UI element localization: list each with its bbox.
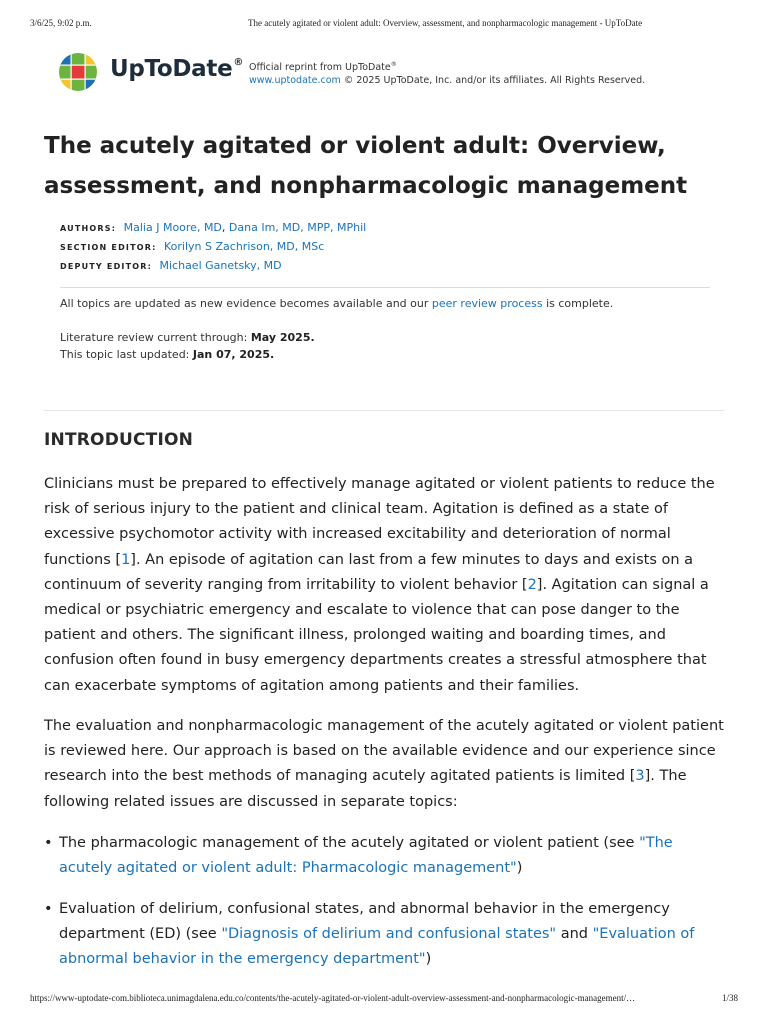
- author-link[interactable]: Dana Im, MD, MPP, MPhil: [228, 221, 367, 234]
- brand-name: UpToDate®: [110, 56, 244, 82]
- print-datetime: 3/6/25, 9:02 p.m.: [30, 18, 92, 28]
- intro-paragraph: Clinicians must be prepared to effectively manage agitated or violent patients to reduce the risk of serious injury to the patient and clinical team. Agitation is defined as a state of excessive psychomotor activity with increased excitability and deterioration of normal functions [1]. An episode of agitation can last from a few minutes to days and exists on a continuum of severity ranging from irritability to violent behavior [2]. Agitation can signal a medical or psychiatric emergency and escalate to violence that can pose danger to the patient and others. The significant illness, prolonged waiting and boarding times, and confusion often found in busy emergency departments creates a stressful atmosphere that can exacerbate symptoms of agitation among patients and their families.: [44, 476, 715, 694]
- uptodate-logo-icon[interactable]: [58, 52, 98, 92]
- lit-review-line: Literature review current through: May 2025.: [60, 331, 315, 344]
- page-title: The acutely agitated or violent adult: Overview, assessment, and nonpharmacologic management: [44, 133, 688, 199]
- page-number: 1/38: [721, 993, 738, 1003]
- authors-row: AUTHORS: Malia J Moore, MD, Dana Im, MD, MPP, MPhil: [60, 221, 367, 234]
- reference-link[interactable]: 3: [635, 768, 645, 785]
- section-heading: INTRODUCTION: [44, 430, 194, 450]
- last-updated-line: This topic last updated: Jan 07, 2025.: [60, 348, 275, 361]
- copyright-line: www.uptodate.com © 2025 UpToDate, Inc. and/or its affiliates. All Rights Reserved.: [249, 75, 646, 87]
- list-item: • Evaluation of delirium, confusional states, and abnormal behavior in the emergency department (ED) (see "Diagnosis of delirium and confusional states" and "Evaluation of abnormal behavior in the emergency department"): [44, 897, 724, 973]
- related-topics-list: [44, 897, 724, 973]
- deputy-editor-row: [60, 257, 366, 276]
- print-footer: [30, 993, 738, 1007]
- section-editor-row: [60, 238, 366, 257]
- print-url: https://www-uptodate-com.biblioteca.unimagdalena.edu.co/contents/the-acutely-agitated-or-violent-adult-overview-assessment-and-nonpharmacologic-management/…: [30, 993, 636, 1003]
- bullet-icon: •: [44, 901, 53, 917]
- site-link[interactable]: www.uptodate.com: [249, 75, 341, 87]
- print-doc-title: The acutely agitated or violent adult: Overview, assessment, and nonpharmacologic management - UpToDate: [248, 18, 643, 28]
- deputy-editor-link[interactable]: Michael Ganetsky, MD: [159, 259, 282, 272]
- author-info: [60, 219, 366, 276]
- list-item: • The pharmacologic management of the acutely agitated or violent patient (see "The acutely agitated or violent adult: Pharmacologic management"): [44, 831, 724, 881]
- print-header: [30, 18, 738, 32]
- author-link[interactable]: Malia J Moore, MD: [123, 221, 222, 234]
- review-dates: [60, 329, 315, 363]
- reprint-notice: [249, 58, 645, 87]
- divider: [44, 410, 724, 411]
- update-note: All topics are updated as new evidence becomes available and our peer review process is complete.: [60, 297, 614, 310]
- topic-link-abnormal-behavior[interactable]: "Evaluation of abnormal behavior in the emergency department": [59, 926, 695, 968]
- topic-link-pharmacologic-management[interactable]: "The acutely agitated or violent adult: Pharmacologic management": [59, 835, 673, 877]
- bullet-icon: •: [44, 835, 53, 851]
- divider: [60, 287, 710, 288]
- authors-label: AUTHORS:: [60, 224, 117, 233]
- related-topics-list: [44, 831, 724, 881]
- reprint-line: Official reprint from UpToDate®: [249, 61, 397, 74]
- peer-review-link[interactable]: peer review process: [431, 297, 543, 310]
- deputy-editor-label: DEPUTY EDITOR:: [60, 262, 152, 271]
- section-editor-label: SECTION EDITOR:: [60, 243, 157, 252]
- section-editor-link[interactable]: Korilyn S Zachrison, MD, MSc: [164, 240, 325, 253]
- scope-paragraph: The evaluation and nonpharmacologic management of the acutely agitated or violent patient is reviewed here. Our approach is based on the available evidence and our experience since research into the best methods of managing acutely agitated patients is limited [3]. The following related issues are discussed in separate topics:: [44, 718, 724, 810]
- brand-header: [58, 52, 718, 94]
- topic-link-delirium[interactable]: "Diagnosis of delirium and confusional states": [221, 926, 557, 943]
- reference-link[interactable]: 2: [527, 576, 537, 593]
- reference-link[interactable]: 1: [121, 551, 131, 568]
